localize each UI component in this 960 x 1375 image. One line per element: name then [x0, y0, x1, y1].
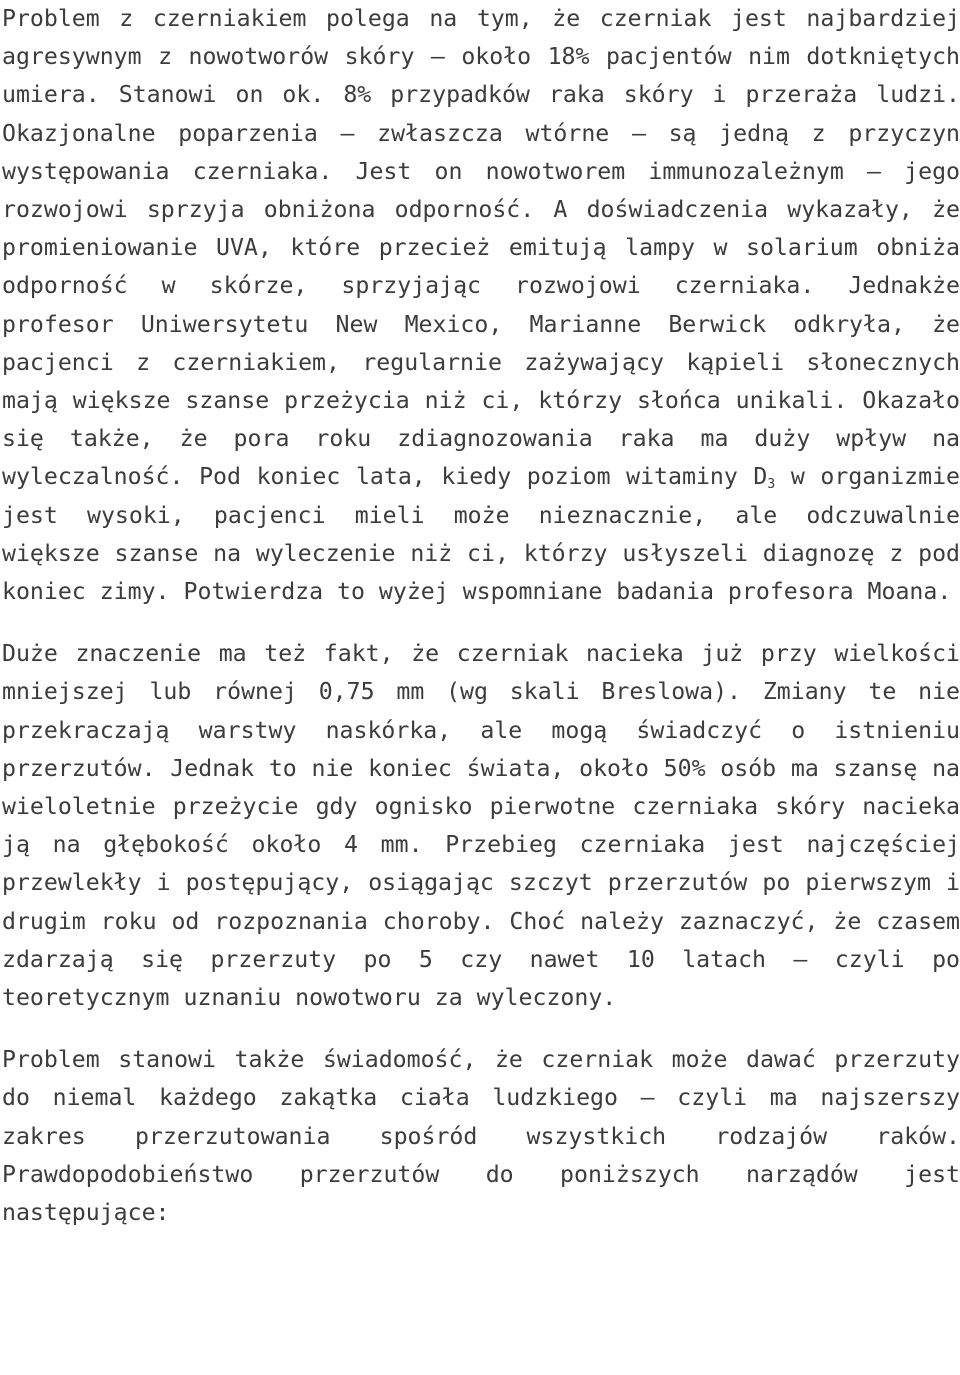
- paragraph-metastasis: Problem stanowi także świadomość, że czerniak może dawać przerzuty do niemal każdego zakątka ciała ludzkiego – czyli ma najszerszy zakres przerzutowania spośród wszystkich rodzajów raków. Prawdopodobieństwo przerzutów do poniższych narządów jest następujące:: [2, 1046, 960, 1227]
- paragraph-text-continued: w organizmie jest wysoki, pacjenci mieli może nieznacznie, ale odczuwalnie większe szanse na wyleczenie niż ci, którzy usłyszeli diagnozę z pod koniec zimy. Potwierdza to wyżej wspomniane badania profesora Moana.: [2, 463, 960, 606]
- paragraph-breslow: Duże znaczenie ma też fakt, że czerniak nacieka już przy wielkości mniejszej lub równej 0,75 mm (wg skali Breslowa). Zmiany te nie przekraczają warstwy naskórka, ale mogą świadczyć o istnieniu przerzutów. Jednak to nie koniec świata, około 50% osób ma szansę na wieloletnie przeżycie gdy ognisko pierwotne czerniaka skóry nacieka ją na głębokość około 4 mm. Przebieg czerniaka jest najczęściej przewlekły i postępujący, osiągając szczyt przerzutów po pierwszym i drugim roku od rozpoznania choroby. Choć należy zaznaczyć, że czasem zdarzają się przerzuty po 5 czy nawet 10 latach – czyli po teoretycznym uznaniu nowotworu za wyleczony.: [2, 640, 960, 1012]
- subscript-3: 3: [767, 477, 776, 493]
- paragraph-melanoma-intro: [2, 0, 960, 611]
- article-body: [2, 0, 960, 1256]
- paragraph-text: Problem z czerniakiem polega na tym, że czerniak jest najbardziej agresywnym z nowotworów skóry – około 18% pacjentów nim dotkniętych umiera. Stanowi on ok. 8% przypadków raka skóry i przeraża ludzi. Okazjonalne poparzenia – zwłaszcza wtórne – są jedną z przyczyn występowania czerniaka. Jest on nowotworem immunozależnym – jego rozwojowi sprzyja obniżona odporność. A doświadczenia wykazały, że promieniowanie UVA, które przecież emitują lampy w solarium obniża odporność w skórze, sprzyjając rozwojowi czerniaka. Jednakże profesor Uniwersytetu New Mexico, Marianne Berwick odkryła, że pacjenci z czerniakiem, regularnie zażywający kąpieli słonecznych mają większe szanse przeżycia niż ci, którzy słońca unikali. Okazało się także, że pora roku zdiagnozowania raka ma duży wpływ na wyleczalność. Pod koniec lata, kiedy poziom witaminy D: [2, 5, 960, 491]
